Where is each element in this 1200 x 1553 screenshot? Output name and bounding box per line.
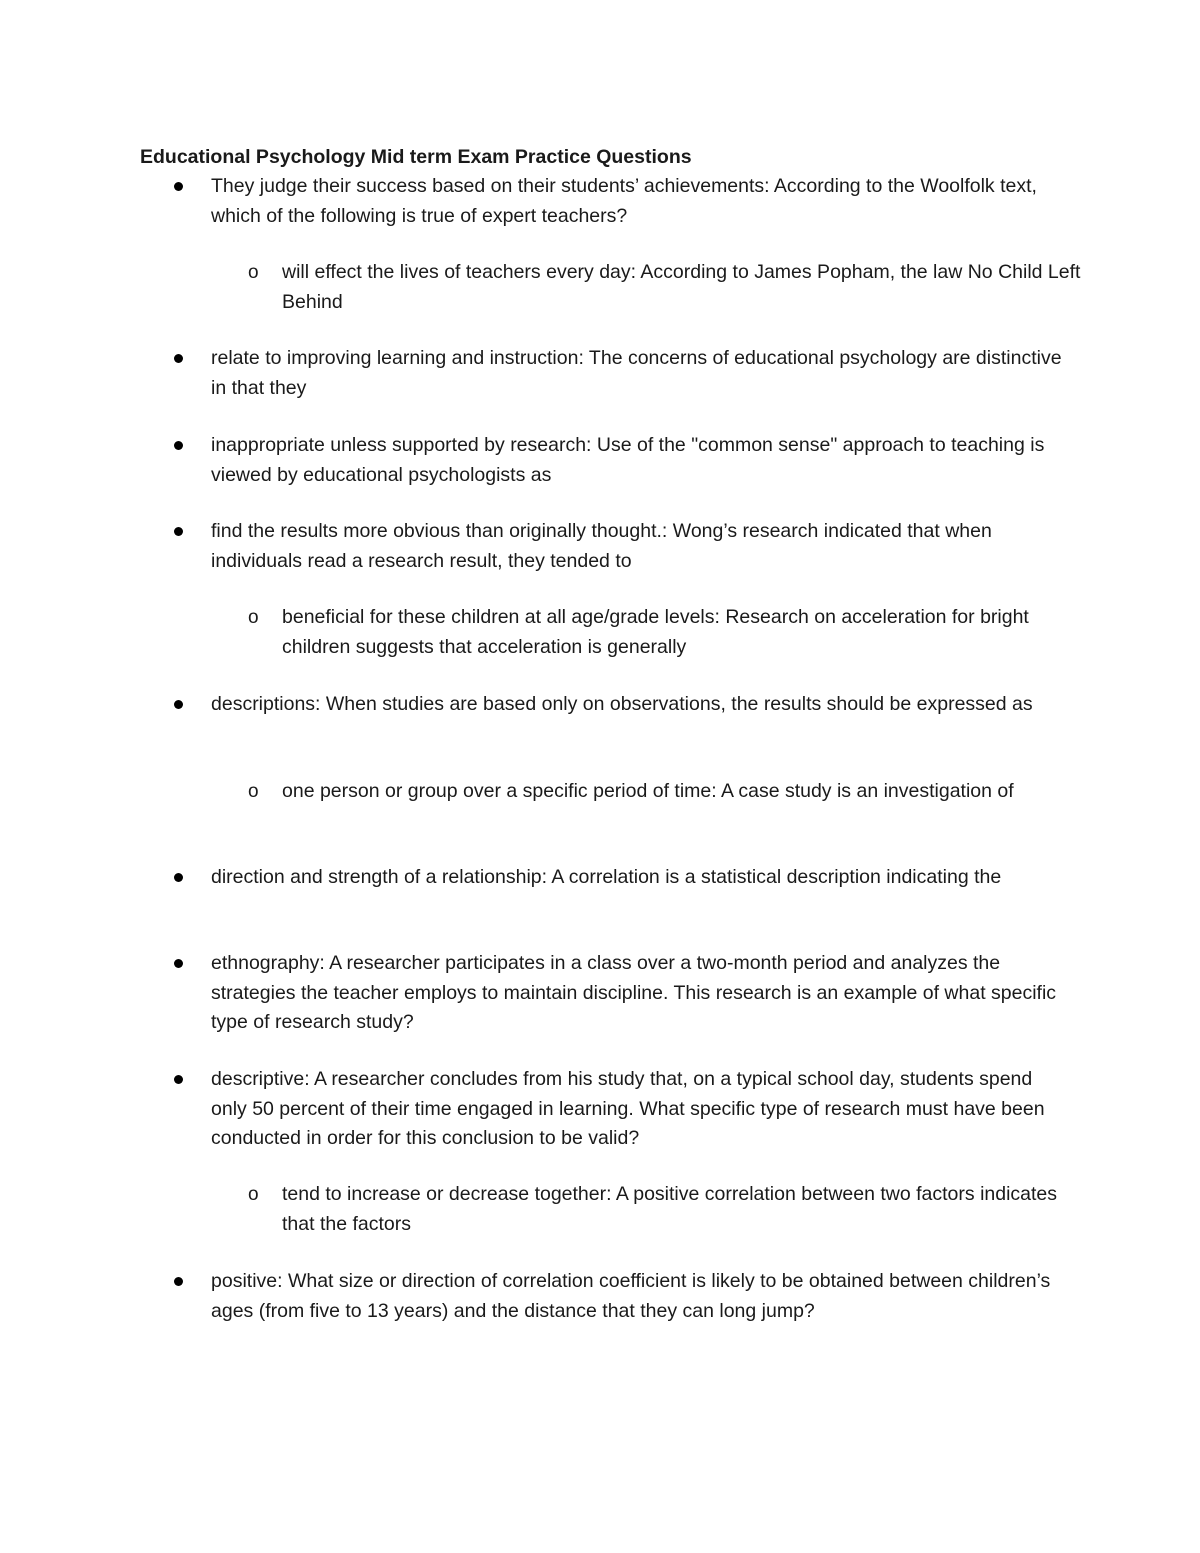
list-item: inappropriate unless supported by research: Use of the "common sense" approach to teaching is viewed by educational psychologists as	[211, 434, 1045, 486]
list-item: one person or group over a specific period of time: A case study is an investigation of	[282, 780, 1014, 802]
list-item: positive: What size or direction of correlation coefficient is likely to be obtained between children’s ages (from five to 13 years) and the distance that they can long jump?	[211, 1270, 1051, 1322]
list-item: tend to increase or decrease together: A positive correlation between two factors indicates that the factors	[282, 1183, 1058, 1235]
list-item: descriptive: A researcher concludes from his study that, on a typical school day, students spend only 50 percent of their time engaged in learning. What specific type of research must have been conducted in order for this conclusion to be valid?	[211, 1068, 1045, 1149]
bullet-disc-icon	[174, 354, 183, 363]
bullet-circle-icon: o	[248, 1184, 259, 1205]
bullet-circle-icon: o	[248, 781, 259, 802]
list-item: relate to improving learning and instruction: The concerns of educational psychology are distinctive in that they	[211, 347, 1062, 399]
bullet-disc-icon	[174, 700, 183, 709]
bullet-circle-icon: o	[248, 607, 259, 628]
list-item: beneficial for these children at all age/grade levels: Research on acceleration for bright children suggests that acceleration is generally	[282, 606, 1029, 658]
list-item: descriptions: When studies are based only on observations, the results should be expressed as	[211, 693, 1033, 715]
list-item: ethnography: A researcher participates in a class over a two-month period and analyzes the strategies the teacher employs to maintain discipline. This research is an example of what specific type of research study?	[211, 952, 1057, 1033]
list-item: will effect the lives of teachers every day: According to James Popham, the law No Child Left Behind	[282, 261, 1081, 313]
list-item: They judge their success based on their students’ achievements: According to the Woolfolk text, which of the following is true of expert teachers?	[211, 175, 1037, 227]
bullet-disc-icon	[174, 873, 183, 882]
list-item: find the results more obvious than originally thought.: Wong’s research indicated that when individuals read a research result, they tended to	[211, 520, 992, 572]
bullet-disc-icon	[174, 959, 183, 968]
bullet-disc-icon	[174, 1277, 183, 1286]
bullet-disc-icon	[174, 182, 183, 191]
bullet-circle-icon: o	[248, 262, 259, 283]
bullet-disc-icon	[174, 441, 183, 450]
bullet-disc-icon	[174, 527, 183, 536]
document-title: Educational Psychology Mid term Exam Practice Questions	[140, 146, 692, 168]
list-item: direction and strength of a relationship: A correlation is a statistical description indicating the	[211, 866, 1002, 888]
bullet-disc-icon	[174, 1075, 183, 1084]
